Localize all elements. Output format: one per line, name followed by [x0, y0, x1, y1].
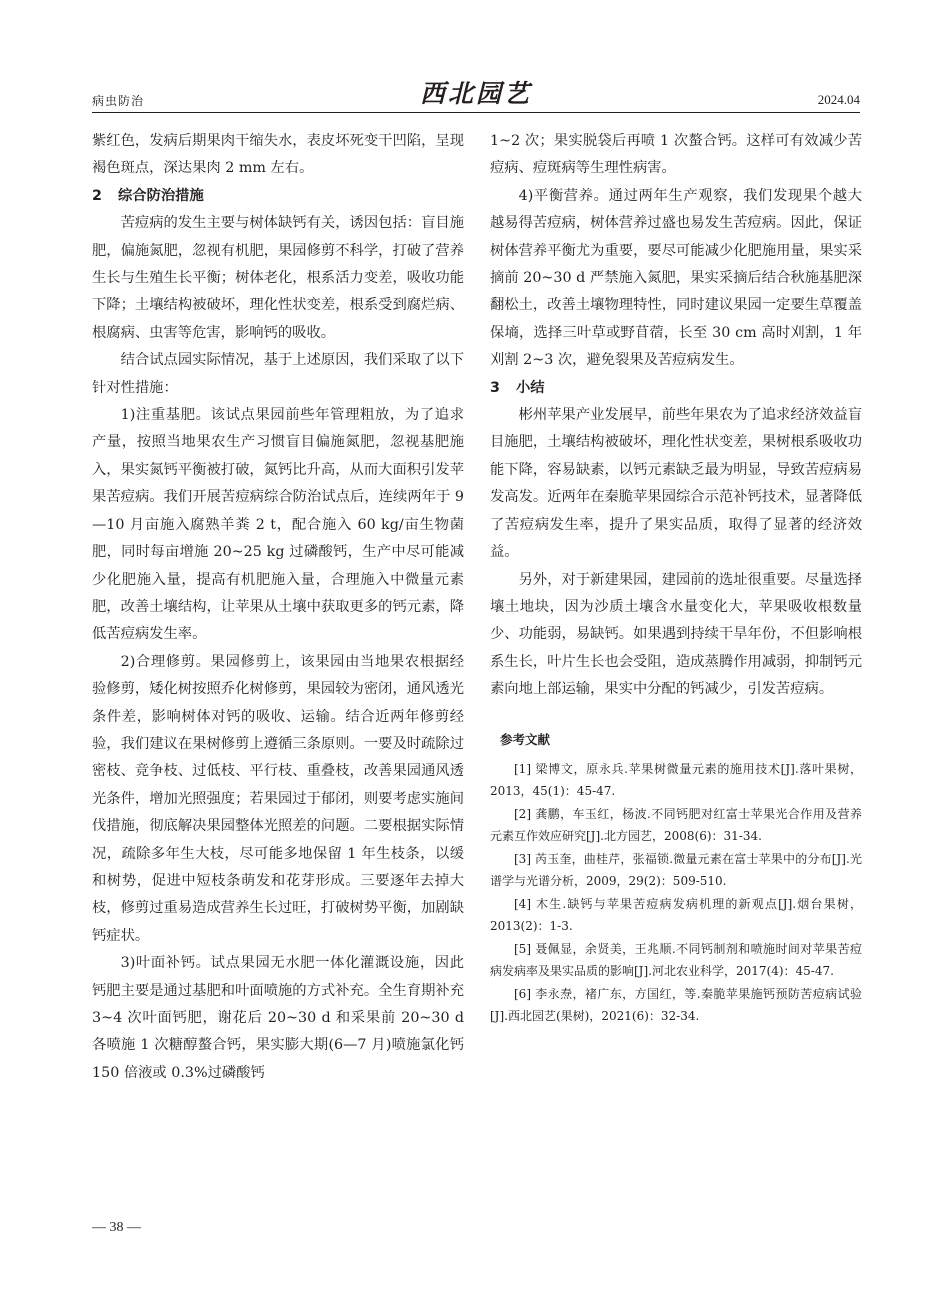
header-rule — [92, 112, 860, 113]
section-heading — [92, 183, 464, 210]
section-number: 3 — [490, 379, 500, 396]
reference-item: [5] 聂佩显，余贤美，王兆顺.不同钙制剂和喷施时间对苹果苦痘病发病率及果实品质的影响[J].河北农业科学，2017(4)：45-47. — [490, 941, 862, 979]
paragraph: 彬州苹果产业发展早，前些年果农为了追求经济效益盲目施肥，土壤结构被破坏，理化性状变差，果树根系吸收功能下降，容易缺素，以钙元素缺乏最为明显，导致苦痘病易发高发。近两年在秦脆苹果园综合示范补钙技术，显著降低了苦痘病发生率，提升了果实品质，取得了显著的经济效益。 — [490, 407, 862, 561]
paragraph: 另外，对于新建果园，建园前的选址很重要。尽量选择壤土地块，因为沙质土壤含水量变化大，苹果吸收根数量少、功能弱，易缺钙。如果遇到持续干旱年份，不但影响根系生长，叶片生长也会受阻，造成蒸腾作用减弱，抑制钙元素向地上部运输，果实中分配的钙减少，引发苦痘病。 — [490, 571, 862, 698]
references-title: 参考文献 — [500, 731, 551, 747]
reference-item: [6] 李永焘，褚广东，方国红，等.秦脆苹果施钙预防苦痘病试验[J].西北园艺(果树)，2021(6)：32-34. — [490, 986, 862, 1024]
paragraph: 苦痘病的发生主要与树体缺钙有关，诱因包括：盲目施肥，偏施氮肥，忽视有机肥，果园修剪不科学，打破了营养生长与生殖生长平衡；树体老化，根系活力变差，吸收功能下降；土壤结构被破坏，理化性状变差，根系受到腐烂病、根腐病、虫害等危害，影响钙的吸收。 — [92, 215, 464, 341]
paragraph-continued: 1~2 次；果实脱袋后再喷 1 次螯合钙。这样可有效减少苦痘病、痘斑病等生理性病害。 — [490, 133, 862, 177]
section-label: 病虫防治 — [92, 94, 145, 108]
section-title: 综合防治措施 — [118, 187, 204, 204]
reference-item: [3] 芮玉奎，曲桂芹，张福锁.微量元素在富士苹果中的分布[J].光谱学与光谱分析，2009，29(2)：509-510. — [490, 851, 862, 889]
running-header — [92, 78, 860, 112]
section-number: 2 — [92, 187, 102, 204]
right-column — [490, 128, 862, 1028]
section-heading — [490, 375, 862, 402]
paragraph: 4)平衡营养。通过两年生产观察，我们发现果个越大越易得苦痘病，树体营养过盛也易发生苦痘病。因此，保证树体营养平衡尤为重要，要尽可能减少化肥施用量，果实采摘前 20~30 d 严禁施入氮肥，果实采摘后结合秋施基肥深翻松土，改善土壤物理特性，同时建议果园一定要生草覆盖保墒，选择三叶草或野苜蓿，长至 30 cm 高时刈割，1 年刈割 2~3 次，避免裂果及苦痘病发生。 — [490, 187, 862, 369]
paragraph: 结合试点园实际情况，基于上述原因，我们采取了以下针对性措施： — [92, 352, 464, 396]
page-number: — 38 — — [92, 1220, 141, 1235]
reference-item: [1] 梁博文，原永兵.苹果树微量元素的施用技术[J].落叶果树，2013，45(1)：45-47. — [490, 761, 862, 799]
paragraph: 2)合理修剪。果园修剪上，该果园由当地果农根据经验修剪，矮化树按照乔化树修剪，果园较为密闭，通风透光条件差，影响树体对钙的吸收、运输。结合近两年修剪经验，我们建议在果树修剪上遵循三条原则。一要及时疏除过密枝、竞争枝、过低枝、平行枝、重叠枝，改善果园通风透光条件，增加光照强度；若果园过于郁闭，则要考虑实施间伐措施，彻底解决果园整体光照差的问题。二要根据实际情况，疏除多年生大枝，尽可能多地保留 1 年生枝条，以缓和树势，促进中短枝条萌发和花芽形成。三要逐年去掉大枝，修剪过重易造成营养生长过旺，打破树势平衡，加剧缺钙症状。 — [92, 653, 464, 944]
left-column — [92, 128, 464, 1087]
reference-item: [4] 木生.缺钙与苹果苦痘病发病机理的新观点[J].烟台果树，2013(2)：1-3. — [490, 896, 862, 934]
section-title: 小结 — [516, 379, 545, 396]
paragraph: 3)叶面补钙。试点果园无水肥一体化灌溉设施，因此钙肥主要是通过基肥和叶面喷施的方式补充。全生育期补充 3~4 次叶面钙肥，谢花后 20~30 d 和采果前 20~30 d 各喷施 1 次糖醇螯合钙，果实膨大期(6—7 月)喷施氯化钙 150 倍液或 0.3%过磷酸钙 — [92, 955, 465, 1081]
reference-item: [2] 龚鹏，车玉红，杨波.不同钙肥对红富士苹果光合作用及营养元素互作效应研究[J].北方园艺，2008(6)：31-34. — [490, 806, 862, 844]
paragraph: 1)注重基肥。该试点果园前些年管理粗放，为了追求产量，按照当地果农生产习惯盲目偏施氮肥，忽视基肥施入，果实氮钙平衡被打破，氮钙比升高，从而大面积引发苹果苦痘病。我们开展苦痘病综合防治试点后，连续两年于 9—10 月亩施入腐熟羊粪 2 t，配合施入 60 kg/亩生物菌肥，同时每亩增施 20~25 kg 过磷酸钙，生产中尽可能减少化肥施入量，提高有机肥施入量，合理施入中微量元素肥，改善土壤结构，让苹果从土壤中获取更多的钙元素，降低苦痘病发生率。 — [92, 407, 464, 643]
journal-logo: 西北园艺 — [419, 79, 532, 108]
paragraph-continued: 紫红色，发病后期果肉干缩失水，表皮坏死变干凹陷，呈现褐色斑点，深达果肉 2 mm 左右。 — [92, 133, 464, 177]
issue-label: 2024.04 — [817, 92, 860, 107]
